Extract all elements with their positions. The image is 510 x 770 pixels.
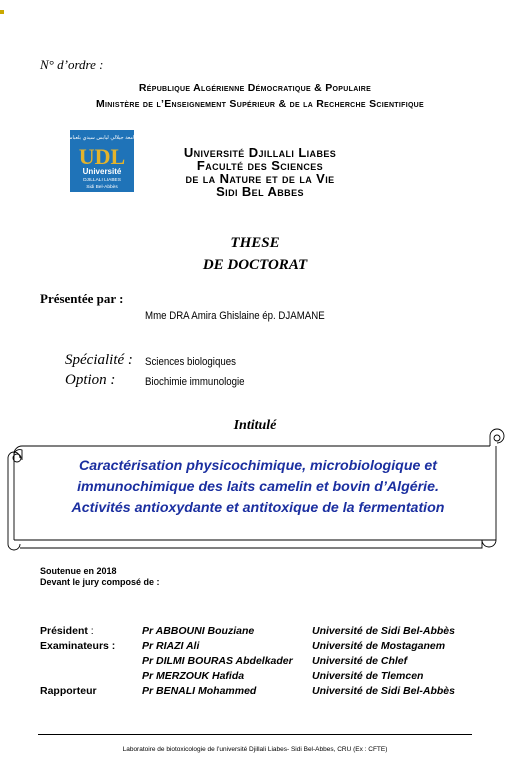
option-value: Biochimie immunologie [145,376,245,388]
thesis-title [30,456,486,519]
university-logo [66,130,138,192]
footer-divider [38,734,472,735]
jury-member-institution: Université de Chlef [312,655,408,667]
republique-heading: République Algérienne Démocratique & Populaire [138,82,372,94]
jury-member-name: Pr MERZOUK Hafida [142,670,245,682]
jury-role: Examinateurs : [40,640,116,652]
specialite-label: Spécialité : [65,352,133,368]
thesis-line-2: DE DOCTORAT [202,257,308,273]
thesis-title-line-3: Activités antioxydante et antitoxique de la fermentation [71,500,445,516]
jury-role: Président : [40,625,94,637]
numero-ordre: N° d’ordre : [40,57,104,72]
jury-member-institution: Université de Tlemcen [312,670,424,682]
logo-arabic: جامعة جيلالي ليابس سيدي بلعباس [66,135,138,141]
defense-info [40,566,160,588]
faculty-name: Faculté des Sciences [196,158,324,173]
intitule-label: Intitulé [233,418,277,433]
specialite-value: Sciences biologiques [145,356,236,368]
thesis-heading [0,232,510,276]
logo-monogram: UDL [78,144,126,169]
author-name: Mme DRA Amira Ghislaine ép. DJAMANE [145,310,325,322]
logo-sub: DJILLALI LIABES [83,178,121,183]
jury-member-name: Pr RIAZI Ali [142,640,200,652]
jury-member-name: Pr ABBOUNI Bouziane [142,625,255,637]
defense-year: Soutenue en 2018 [40,566,117,576]
presentee-label: Présentée par : [40,291,124,306]
ministere-heading: Ministère de l’Enseignement Supérieur & de la Recherche Scientifique [95,98,425,110]
faculty-name-cont: de la Nature et de la Vie [185,171,335,186]
jury-intro: Devant le jury composé de : [40,577,160,587]
jury-member-institution: Université de Mostaganem [312,640,446,652]
thesis-title-line-2: immunochimique des laits camelin et bovin d’Algérie. [77,479,439,495]
thesis-title-line-1: Caractérisation physicochimique, microbiologique et [79,458,437,474]
logo-label: Université [82,167,122,176]
thesis-line-1: THESE [230,235,280,251]
jury-member-name: Pr DILMI BOURAS Abdelkader [142,655,293,667]
corner-mark [0,10,4,14]
footer-text: Laboratoire de biotoxicologie de l’université Djillali Liabes- Sidi Bel-Abbes, CRU (Ex : CFTE) [122,746,388,753]
jury-member-institution: Université de Sidi Bel-Abbès [312,685,455,697]
logo-city: Sidi Bel-Abbès [86,185,118,190]
jury-member-name: Pr BENALI Mohammed [142,685,257,697]
jury-role: Rapporteur [40,685,97,697]
option-label: Option : [65,372,116,388]
jury-member-institution: Université de Sidi Bel-Abbès [312,625,455,637]
university-city: Sidi Bel Abbes [216,184,304,199]
specialite-option-values [145,352,245,392]
specialite-option-labels [65,350,133,390]
university-name: Université Djillali Liabes [183,145,337,160]
university-block [150,146,370,198]
